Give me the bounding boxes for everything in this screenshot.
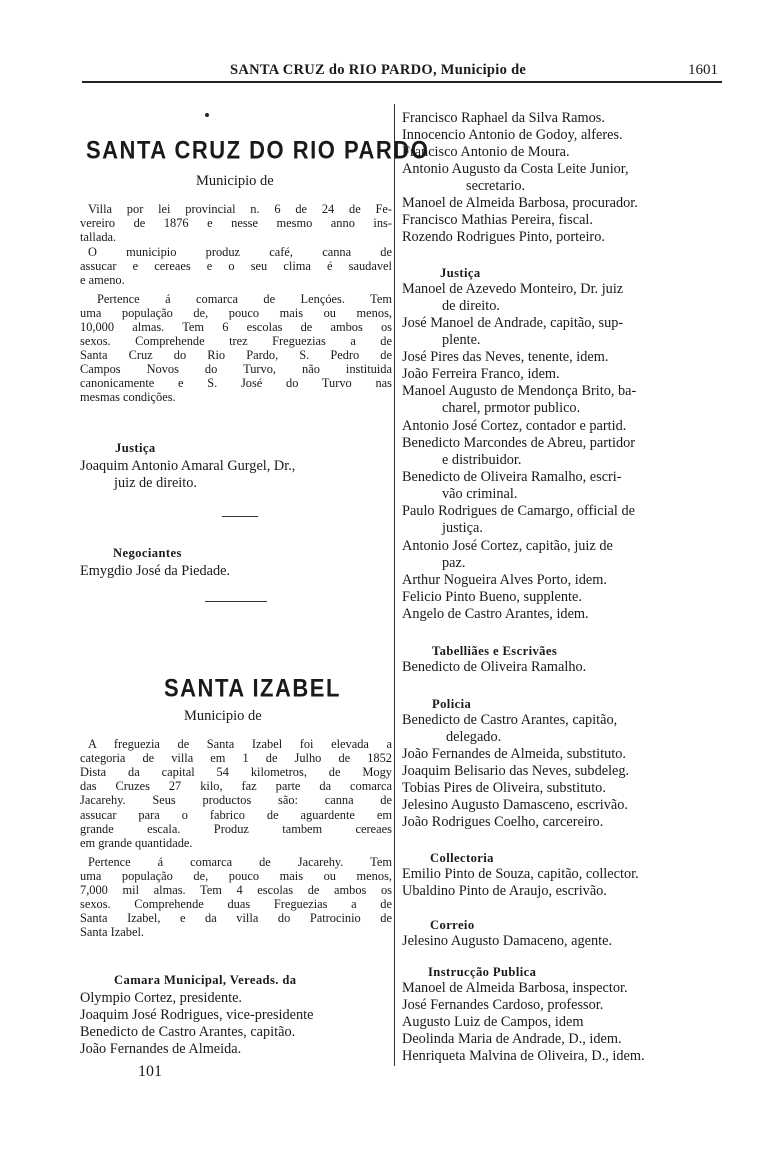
text-line: João Fernandes de Almeida, substituto. [402,746,626,762]
text-line: Joaquim José Rodrigues, vice-presidente [80,1007,314,1023]
text-line: José Manoel de Andrade, capitão, sup- [402,315,624,331]
heading-justica-left: Justiça [115,441,156,455]
text-line: Rozendo Rodrigues Pinto, porteiro. [402,229,605,245]
section-title-santa-cruz: SANTA CRUZ DO RIO PARDO [86,135,430,165]
text-line: e distribuidor. [442,452,522,468]
text-line: Benedicto de Oliveira Ramalho. [402,659,587,675]
text-line: Francisco Antonio de Moura. [402,144,570,160]
text-line: assucar e cereaes e o seu clima é saudavel [80,259,392,273]
text-line: uma população de, pouco mais ou menos, [80,869,392,883]
heading-collectoria: Collectoria [430,851,494,865]
page-number-top: 1601 [688,62,718,78]
heading-policia: Policia [432,697,472,711]
text-line: de direito. [442,298,500,314]
text-line: Emygdio José da Piedade. [80,563,231,579]
text-line: João Ferreira Franco, idem. [402,366,560,382]
text-line: canonicamente e S. José do Turvo nas [80,376,392,390]
text-line: João Rodrigues Coelho, carcereiro. [402,814,604,830]
text-line: plente. [442,332,481,348]
text-line: Pertence á comarca de Jacarehy. Tem [88,855,392,869]
heading-camara: Camara Municipal, Vereads. da [114,973,297,987]
text-line: Paulo Rodrigues de Camargo, official de [402,503,635,519]
text-line: Ubaldino Pinto de Araujo, escrivão. [402,883,607,899]
heading-instruccao: Instrucção Publica [428,965,537,979]
separator [205,601,267,602]
text-line: Benedicto de Castro Arantes, capitão. [80,1024,296,1040]
text-line: Jelesino Augusto Damaceno, agente. [402,933,613,949]
text-line: O municipio produz café, canna de [88,245,392,259]
text-line: Santa Izabel. [80,925,144,939]
text-line: Arthur Nogueira Alves Porto, idem. [402,572,607,588]
ornament-dot [205,113,209,117]
text-line: tallada. [80,230,117,244]
text-line: Felicio Pinto Bueno, supplente. [402,589,582,605]
text-line: Santa Cruz do Rio Pardo, S. Pedro de [80,348,392,362]
running-header-title: SANTA CRUZ do RIO PARDO, Municipio de [230,62,527,78]
text-line: Santa Izabel, e da villa do Patrocinio de [80,911,392,925]
text-line: Joaquim Belisario das Neves, subdeleg. [402,763,630,779]
text-line: Benedicto Marcondes de Abreu, partidor [402,435,636,451]
text-line: em grande quantidade. [80,836,193,850]
text-line: Antonio José Cortez, contador e partid. [402,418,627,434]
text-line: Dista da capital 54 kilometros, de Mogy [80,765,392,779]
text-line: Campos Novos do Turvo, não instituida [80,362,392,376]
text-line: grande escala. Produz tambem cereaes [80,822,392,836]
heading-justica-right: Justiça [440,266,481,280]
text-line: José Fernandes Cardoso, professor. [402,997,604,1013]
text-line: Deolinda Maria de Andrade, D., idem. [402,1031,622,1047]
text-line: mesmas condições. [80,390,176,404]
text-line: Henriqueta Malvina de Oliveira, D., idem. [402,1048,645,1064]
text-line: secretario. [466,178,526,194]
separator [222,516,258,517]
text-line: Olympio Cortez, presidente. [80,990,242,1006]
text-line: sexos. Comprehende trez Freguezias a de [80,334,392,348]
section-subtitle-santa-izabel: Municipio de [184,708,262,724]
text-line: José Pires das Neves, tenente, idem. [402,349,609,365]
text-line: paz. [442,555,466,571]
text-line: Villa por lei provincial n. 6 de 24 de Fe- [88,202,392,216]
text-line: Augusto Luiz de Campos, idem [402,1014,584,1030]
text-line: delegado. [446,729,502,745]
text-line: Francisco Raphael da Silva Ramos. [402,110,605,126]
text-line: Benedicto de Oliveira Ramalho, escri- [402,469,622,485]
text-line: Antonio Augusto da Costa Leite Junior, [402,161,629,177]
text-line: Jacarehy. Seus productos são: canna de [80,793,392,807]
page-number-bottom: 101 [138,1063,162,1080]
column-divider [394,104,395,1066]
text-line: Manoel de Almeida Barbosa, inspector. [402,980,628,996]
text-line: Jelesino Augusto Damasceno, escrivão. [402,797,628,813]
text-line: assucar para o fabrico de aguardente em [80,808,392,822]
text-line: Innocencio Antonio de Godoy, alferes. [402,127,623,143]
text-line: Emilio Pinto de Souza, capitão, collector. [402,866,639,882]
heading-negociantes: Negociantes [113,546,182,560]
text-line: das Cruzes 27 kilo, faz parte da comarca [80,779,392,793]
section-title-santa-izabel: SANTA IZABEL [164,673,341,703]
text-line: vão criminal. [442,486,518,502]
text-line: categoria de villa em 1 de Julho de 1852 [80,751,392,765]
text-line: Manoel Augusto de Mendonça Brito, ba- [402,383,637,399]
text-line: uma população de, pouco mais ou menos, [80,306,392,320]
text-line: Antonio José Cortez, capitão, juiz de [402,538,613,554]
section-subtitle-santa-cruz: Municipio de [196,173,274,189]
text-line: 7,000 mil almas. Tem 4 escolas de ambos os [80,883,392,897]
text-line: Pertence á comarca de Lençóes. Tem [97,292,392,306]
text-line: A freguezia de Santa Izabel foi elevada a [88,737,392,751]
heading-tabelliaes: Tabelliães e Escrivães [432,644,558,658]
text-line: João Fernandes de Almeida. [80,1041,242,1057]
header-rule [82,81,722,83]
running-header [82,60,722,84]
text-line: Joaquim Antonio Amaral Gurgel, Dr., [80,458,296,474]
text-line: vereiro de 1876 e nesse mesmo anno ins- [80,216,392,230]
text-line: sexos. Comprehende duas Freguezias a de [80,897,392,911]
text-line: juiz de direito. [114,475,197,491]
heading-correio: Correio [430,918,475,932]
text-line: charel, prmotor publico. [442,400,581,416]
text-line: 10,000 almas. Tem 6 escolas de ambos os [80,320,392,334]
text-line: Angelo de Castro Arantes, idem. [402,606,589,622]
text-line: Tobias Pires de Oliveira, substituto. [402,780,606,796]
text-line: Francisco Mathias Pereira, fiscal. [402,212,593,228]
text-line: Benedicto de Castro Arantes, capitão, [402,712,618,728]
text-line: e ameno. [80,273,125,287]
text-line: justiça. [442,520,483,536]
text-line: Manoel de Almeida Barbosa, procurador. [402,195,638,211]
text-line: Manoel de Azevedo Monteiro, Dr. juiz [402,281,624,297]
